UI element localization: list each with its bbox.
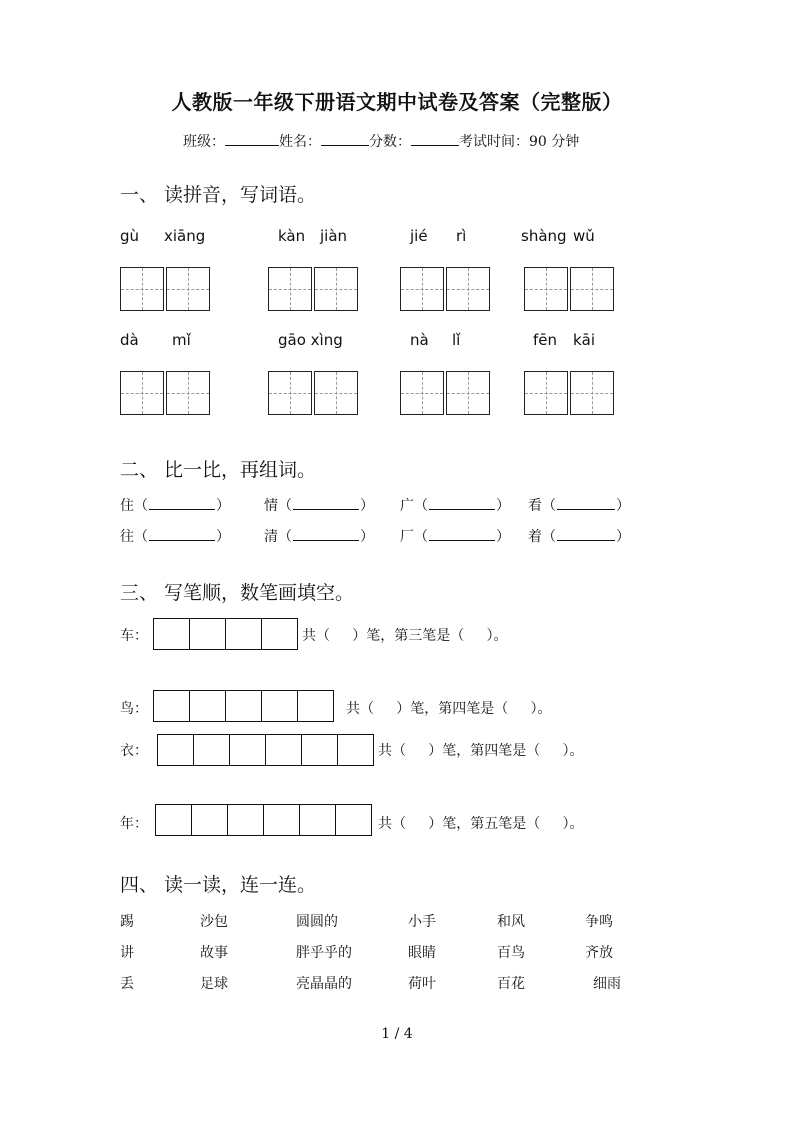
- pinyin: gù: [120, 227, 140, 245]
- pinyin: dà: [120, 331, 139, 349]
- stroke-box[interactable]: [189, 618, 226, 650]
- compare-item: 看（ ）: [528, 498, 630, 514]
- pinyin: jié: [410, 227, 428, 245]
- stroke-box[interactable]: [265, 734, 302, 766]
- student-info-line: [183, 131, 579, 151]
- writing-grid-cell[interactable]: [570, 267, 614, 311]
- stroke-box[interactable]: [335, 804, 372, 836]
- pinyin: fēn: [533, 331, 558, 349]
- stroke-question: 共（ ）笔，第三笔是（ ）。: [302, 628, 508, 644]
- match-word[interactable]: 丢: [120, 976, 134, 992]
- match-word[interactable]: 齐放: [585, 945, 613, 961]
- stroke-box[interactable]: [191, 804, 228, 836]
- match-word[interactable]: 争鸣: [585, 914, 613, 930]
- stroke-question: 共（ ）笔，第五笔是（ ）。: [378, 816, 584, 832]
- answer-blank[interactable]: [557, 527, 615, 541]
- answer-blank[interactable]: [149, 496, 215, 510]
- writing-grid-cell[interactable]: [400, 371, 444, 415]
- match-word[interactable]: 圆圆的: [296, 914, 338, 930]
- compare-item: 厂（ ）: [400, 529, 510, 545]
- writing-grid-cell[interactable]: [166, 267, 210, 311]
- stroke-char-label: 年：: [120, 816, 148, 832]
- answer-blank[interactable]: [557, 496, 615, 510]
- match-word[interactable]: 讲: [120, 945, 134, 961]
- pinyin: kàn: [278, 227, 306, 245]
- stroke-box[interactable]: [263, 804, 300, 836]
- class-field[interactable]: [225, 131, 279, 146]
- writing-grid-cell[interactable]: [268, 267, 312, 311]
- compare-item: 广（ ）: [400, 498, 510, 514]
- match-word[interactable]: 眼睛: [408, 945, 436, 961]
- section1-heading: 一、 读拼音，写词语。: [120, 184, 317, 206]
- stroke-box[interactable]: [225, 618, 262, 650]
- stroke-box[interactable]: [229, 734, 266, 766]
- stroke-box[interactable]: [189, 690, 226, 722]
- writing-grid-cell[interactable]: [524, 371, 568, 415]
- compare-item: 往（ ）: [120, 529, 230, 545]
- stroke-box[interactable]: [261, 618, 298, 650]
- section3-heading: 三、 写笔顺，数笔画填空。: [120, 582, 355, 604]
- stroke-char-label: 鸟：: [120, 701, 148, 717]
- match-word[interactable]: 亮晶晶的: [296, 976, 352, 992]
- stroke-question: 共（ ）笔，第四笔是（ ）。: [346, 701, 552, 717]
- stroke-box[interactable]: [225, 690, 262, 722]
- stroke-box[interactable]: [301, 734, 338, 766]
- pinyin: wǔ: [573, 227, 595, 245]
- page-title: 人教版一年级下册语文期中试卷及答案（完整版）: [171, 90, 623, 114]
- match-word[interactable]: 故事: [200, 945, 228, 961]
- stroke-box[interactable]: [193, 734, 230, 766]
- compare-item: 住（ ）: [120, 498, 230, 514]
- section2-heading: 二、 比一比，再组词。: [120, 459, 317, 481]
- pinyin: gāo xìng: [278, 331, 343, 349]
- match-word[interactable]: 荷叶: [408, 976, 436, 992]
- pinyin: nà: [410, 331, 429, 349]
- match-word[interactable]: 沙包: [200, 914, 228, 930]
- compare-item: 清（ ）: [264, 529, 374, 545]
- pinyin: lǐ: [452, 331, 461, 349]
- answer-blank[interactable]: [293, 527, 359, 541]
- writing-grid-cell[interactable]: [120, 371, 164, 415]
- match-word[interactable]: 踢: [120, 914, 134, 930]
- stroke-box[interactable]: [155, 804, 192, 836]
- page-number: 1 / 4: [381, 1026, 413, 1042]
- answer-blank[interactable]: [293, 496, 359, 510]
- writing-grid-cell[interactable]: [314, 371, 358, 415]
- stroke-box[interactable]: [299, 804, 336, 836]
- writing-grid-cell[interactable]: [166, 371, 210, 415]
- class-label: 班级：: [183, 134, 225, 150]
- pinyin: kāi: [573, 331, 596, 349]
- time-label: 考试时间：90 分钟: [459, 134, 580, 150]
- stroke-box[interactable]: [153, 618, 190, 650]
- pinyin: rì: [456, 227, 467, 245]
- writing-grid-cell[interactable]: [268, 371, 312, 415]
- stroke-box[interactable]: [227, 804, 264, 836]
- stroke-box[interactable]: [337, 734, 374, 766]
- match-word[interactable]: 胖乎乎的: [296, 945, 352, 961]
- writing-grid-cell[interactable]: [120, 267, 164, 311]
- writing-grid-cell[interactable]: [446, 371, 490, 415]
- writing-grid-cell[interactable]: [570, 371, 614, 415]
- match-word[interactable]: 细雨: [593, 976, 621, 992]
- match-word[interactable]: 和风: [497, 914, 525, 930]
- section4-heading: 四、 读一读，连一连。: [120, 874, 317, 896]
- compare-item: 情（ ）: [264, 498, 374, 514]
- writing-grid-cell[interactable]: [314, 267, 358, 311]
- pinyin: mǐ: [172, 331, 191, 349]
- answer-blank[interactable]: [429, 496, 495, 510]
- stroke-char-label: 衣：: [120, 743, 148, 759]
- match-word[interactable]: 百花: [497, 976, 525, 992]
- writing-grid-cell[interactable]: [524, 267, 568, 311]
- pinyin: xiāng: [164, 227, 206, 245]
- stroke-char-label: 车：: [120, 628, 148, 644]
- match-word[interactable]: 百鸟: [497, 945, 525, 961]
- name-field[interactable]: [321, 131, 369, 146]
- stroke-box[interactable]: [297, 690, 334, 722]
- match-word[interactable]: 小手: [408, 914, 436, 930]
- name-label: 姓名：: [279, 134, 321, 150]
- compare-item: 着（ ）: [528, 529, 630, 545]
- writing-grid-cell[interactable]: [400, 267, 444, 311]
- match-word[interactable]: 足球: [200, 976, 228, 992]
- stroke-box[interactable]: [157, 734, 194, 766]
- stroke-box[interactable]: [153, 690, 190, 722]
- answer-blank[interactable]: [149, 527, 215, 541]
- pinyin: jiàn: [320, 227, 348, 245]
- stroke-question: 共（ ）笔，第四笔是（ ）。: [378, 743, 584, 759]
- score-label: 分数：: [369, 134, 411, 150]
- score-field[interactable]: [411, 131, 459, 146]
- answer-blank[interactable]: [429, 527, 495, 541]
- stroke-box[interactable]: [261, 690, 298, 722]
- pinyin: shàng: [521, 227, 567, 245]
- writing-grid-cell[interactable]: [446, 267, 490, 311]
